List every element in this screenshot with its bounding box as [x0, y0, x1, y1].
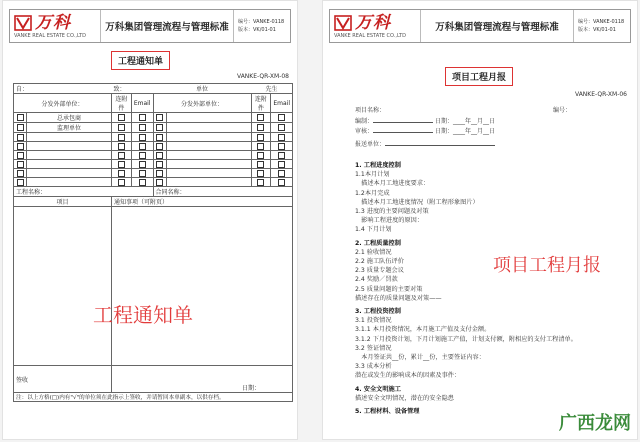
checkbox[interactable]: [118, 143, 125, 150]
code-line-1: 编号：VANKE-0118: [578, 19, 625, 25]
checkbox[interactable]: [257, 134, 264, 141]
watermark: 广西龙网: [559, 413, 631, 434]
checkbox[interactable]: [17, 143, 24, 150]
checkbox[interactable]: [17, 152, 24, 159]
checkbox[interactable]: [257, 124, 264, 131]
section-line: 2.4 奖励／罚款: [355, 276, 398, 284]
overlay-caption-left: 工程通知单: [93, 303, 193, 327]
send-unit-header: 分发外部单位：: [14, 94, 112, 113]
overlay-caption-right: 项目工程月报: [493, 255, 601, 276]
checkbox[interactable]: [17, 179, 24, 186]
section-line: 描述本月工地进度情况（附工程形象图片）: [355, 198, 479, 206]
code-line-1: 编号：VANKE-0118: [238, 19, 285, 25]
brand-name: 万科: [35, 12, 71, 33]
to-label: 致：: [112, 84, 154, 94]
header-codes: [574, 10, 630, 42]
send-unit-label: 报送单位：: [355, 139, 495, 148]
section-title: 1. 工程进度控制: [355, 162, 401, 169]
checkbox[interactable]: [278, 143, 285, 150]
checkbox[interactable]: [139, 143, 146, 150]
brand-english: VANKE REAL ESTATE CO.,LTD: [334, 32, 406, 39]
review-label: 审核： 日期：____年__月__日: [355, 128, 495, 135]
section-line: 3.3 成本分析: [355, 363, 392, 371]
checkbox[interactable]: [156, 152, 163, 159]
section-line: 1.2本月完成: [355, 189, 390, 197]
checkbox[interactable]: [156, 134, 163, 141]
checkbox[interactable]: [156, 114, 163, 121]
checkbox[interactable]: [118, 179, 125, 186]
section-line: 2.2 施工队伍评价: [355, 258, 404, 266]
checkbox[interactable]: [278, 152, 285, 159]
checkbox[interactable]: [118, 170, 125, 177]
section-line: 描述存在的质量问题及对策——: [355, 294, 442, 302]
form-code: VANKE-QR-XM-06: [574, 91, 627, 98]
checkbox[interactable]: [156, 143, 163, 150]
checkbox[interactable]: [139, 114, 146, 121]
notice-table: [13, 83, 293, 402]
attach-header: 连附件: [112, 94, 132, 113]
right-header: [329, 9, 631, 43]
checkbox[interactable]: [156, 161, 163, 168]
attach-header-2: 连附件: [251, 94, 271, 113]
date-label: 日期：: [112, 366, 293, 393]
item-label: 项目: [14, 197, 112, 207]
section-line: 1.4 下月计划: [355, 226, 392, 234]
sign-label: 签收: [14, 366, 112, 393]
section-line: 2.1 验收情况: [355, 248, 392, 256]
checkbox[interactable]: [17, 114, 24, 121]
unit-name: 总承包商: [27, 113, 112, 123]
footnote: 注：以上方格(□)内有"√"的单位须在此指示上签收，并请暂回本单副本，以供存档。: [14, 393, 293, 402]
section-line: 2.3 质量专题会议: [355, 267, 404, 275]
section-title: 2. 工程质量控制: [355, 239, 401, 247]
checkbox[interactable]: [139, 152, 146, 159]
brand-english: VANKE REAL ESTATE CO.,LTD: [14, 32, 86, 39]
checkbox[interactable]: [257, 114, 264, 121]
checkbox[interactable]: [17, 170, 24, 177]
email-header-2: Email: [271, 94, 293, 113]
section-title: 3. 工程投资控制: [355, 308, 401, 316]
code-line-2: 版本：VK/01-01: [238, 27, 276, 33]
checkbox[interactable]: [118, 124, 125, 131]
section-line: 描述本月工地进度要求：: [355, 180, 430, 188]
checkbox[interactable]: [278, 114, 285, 121]
section-line: 3.1 投资情况: [355, 317, 392, 325]
section-line: 3.2 签证情况: [355, 344, 392, 352]
checkbox[interactable]: [17, 134, 24, 141]
checkbox[interactable]: [139, 134, 146, 141]
sir-label: 先生: [251, 84, 293, 94]
checkbox[interactable]: [17, 124, 24, 131]
section-line: 本月签证共__份，累计__份，主要签证内容：: [355, 354, 485, 362]
section-line: 2.5 质量问题的主要对策: [355, 285, 423, 293]
checkbox[interactable]: [139, 179, 146, 186]
checkbox[interactable]: [139, 170, 146, 177]
project-name-label: 项目名称：: [355, 107, 386, 114]
brand-name: 万科: [355, 12, 391, 33]
compile-label: 编制： 日期：____年__月__日: [355, 118, 495, 125]
checkbox[interactable]: [156, 179, 163, 186]
left-header: [9, 9, 291, 43]
section-title: 4. 安全文明施工: [355, 385, 401, 393]
checkbox[interactable]: [278, 124, 285, 131]
left-page-notice-form: [2, 0, 298, 440]
checkbox[interactable]: [156, 170, 163, 177]
section-line: 描述安全文明情况，潜在的安全隐患: [355, 394, 454, 402]
section-line: 3.1.2 下月投资计划，下月计划施工产值，计划支付额，附相应的支付工程清单。: [355, 335, 577, 343]
checkbox[interactable]: [17, 161, 24, 168]
checkbox[interactable]: [156, 124, 163, 131]
checkbox[interactable]: [257, 152, 264, 159]
checkbox[interactable]: [278, 161, 285, 168]
checkbox[interactable]: [257, 179, 264, 186]
checkbox[interactable]: [139, 124, 146, 131]
checkbox[interactable]: [278, 179, 285, 186]
checkbox[interactable]: [257, 143, 264, 150]
checkbox[interactable]: [278, 134, 285, 141]
unit-label: 单位: [153, 84, 251, 94]
checkbox[interactable]: [118, 114, 125, 121]
header-title: 万科集团管理流程与管理标准: [101, 10, 234, 42]
checkbox[interactable]: [257, 170, 264, 177]
email-header: Email: [131, 94, 153, 113]
contract-name-label: 合同名称：: [153, 187, 293, 197]
vanke-logo-icon: [14, 15, 32, 31]
number-label: 编号：: [553, 107, 572, 114]
section-line: 1.1本月计划: [355, 171, 390, 179]
right-page-monthly-report: [322, 0, 638, 440]
doc-title-monthly: 项目工程月报: [445, 67, 513, 86]
checkbox[interactable]: [257, 161, 264, 168]
unit-name: 监理单位: [27, 123, 112, 133]
section-line: 3.1.1 本月投资情况，本月施工产值及支付金额。: [355, 326, 491, 334]
report-sections: [355, 157, 625, 416]
checkbox[interactable]: [278, 170, 285, 177]
left-logo: [10, 10, 101, 42]
doc-title-notice: 工程通知单: [111, 51, 170, 70]
header-title: 万科集团管理流程与管理标准: [421, 10, 574, 42]
section-line: 影响工程进度的原因：: [355, 217, 424, 225]
notice-items-label: 通知事项（可附页）: [112, 197, 293, 207]
send-unit-header-2: 分发外部单位：: [153, 94, 251, 113]
checkbox[interactable]: [139, 161, 146, 168]
checkbox[interactable]: [118, 161, 125, 168]
checkbox[interactable]: [118, 134, 125, 141]
section-title: 5. 工程材料、设备管理: [355, 408, 420, 416]
vanke-logo-icon: [334, 15, 352, 31]
code-line-2: 版本：VK/01-01: [578, 27, 616, 33]
section-line: 潜在或发生的影响成本的因素及事件：: [355, 372, 461, 380]
section-line: 1.3 进度的主要问题及对策: [355, 208, 429, 216]
form-code: VANKE-QR-XM-08: [236, 73, 289, 80]
right-logo: [330, 10, 421, 42]
from-label: 自：: [14, 84, 112, 94]
project-name-label: 工程名称：: [14, 187, 154, 197]
checkbox[interactable]: [118, 152, 125, 159]
header-codes: [234, 10, 290, 42]
